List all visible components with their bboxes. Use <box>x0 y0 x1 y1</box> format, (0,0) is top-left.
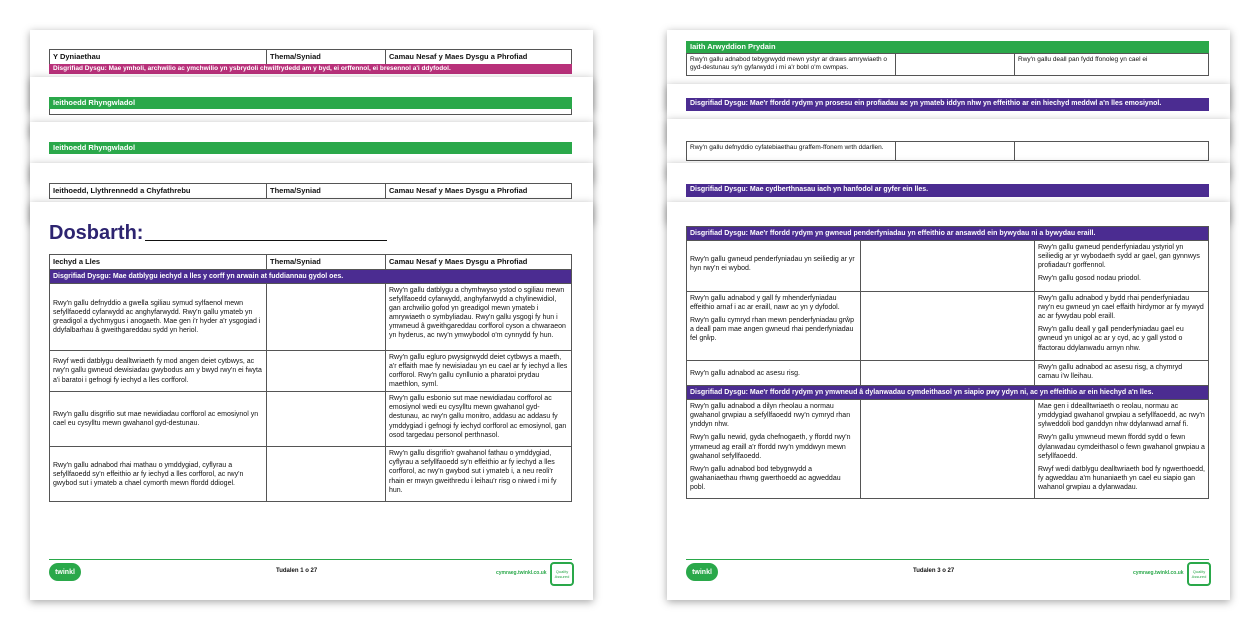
table-row <box>49 109 572 115</box>
table-row <box>50 447 572 502</box>
table-cell: Rwy'n gallu esbonio sut mae newidiadau corfforol ac emosiynol wedi eu cysylltu mewn gwahanol gyd-destunau, ac rwy'n gallu monitro, addasu ac addasu fy ymddygiad i gefnogi fy iechyd corfforol ac emosiynol, gan osod targedau personol perthnasol. <box>386 392 572 447</box>
twinkl-logo: twinkl <box>49 563 81 581</box>
table-header: Iechyd a Lles <box>50 255 267 270</box>
cell-text: Rwy'n gallu newid, gyda chefnogaeth, y ffordd rwy'n ymwneud ag eraill a'r ffordd rwy'n ymddwyn mewn gwahanol sefyllfaoedd. <box>690 434 851 460</box>
twinkl-logo: twinkl <box>686 563 718 581</box>
cell-text: Rwy'n gallu cymryd rhan mewn penderfyniadau grŵp a deall pam mae angen gwneud rhai penderfyniadau fel grŵp. <box>690 317 854 343</box>
table-row <box>687 400 1209 499</box>
section-band: Ieithoedd Rhyngwladol <box>49 97 572 109</box>
table-header: Thema/Syniad <box>267 184 386 199</box>
cell-text: Rwy'n gallu adnabod ac asesu risg. <box>690 369 800 377</box>
table-cell <box>1035 241 1209 292</box>
table-cell <box>1015 142 1209 161</box>
cell-text: Rwy'n gallu gosod nodau priodol. <box>1038 275 1141 283</box>
table-row <box>50 283 572 350</box>
table-header: Camau Nesaf y Maes Dysgu a Phrofiad <box>386 255 572 270</box>
right-main-page <box>667 202 1230 600</box>
table-cell <box>267 392 386 447</box>
table-cell <box>267 447 386 502</box>
table-row <box>687 361 1209 386</box>
table-header: Ieithoedd, Llythrennedd a Chyfathrebu <box>50 184 267 199</box>
table-row <box>687 292 1209 361</box>
page-title: Dosbarth: <box>49 222 144 244</box>
learning-description-band: Disgrifiad Dysgu: Mae cydberthnasau iach yn hanfodol ar gyfer ein lles. <box>686 184 1209 197</box>
table-cell: Rwy'n gallu adnabod rhai mathau o ymddygiad, cyflyrau a sefyllfaoedd sy'n effeithio ar fy iechyd a lles corfforol, ac rwy'n gwybod sut i ymateb a chael cymorth mewn ffordd ddiogel. <box>50 447 267 502</box>
table-cell <box>896 54 1015 76</box>
footer-divider <box>49 559 572 560</box>
table-cell: Rwy'n gallu datblygu a chymhwyso ystod o sgiliau mewn sefyllfaoedd cyfarwydd, anghyfarwydd a chylinewidiol, gan archwilio gofod yn greadigol mewn ymateb i amrywiaeth o symbyliadau. Rwy'n gallu ysgogi fy hun i ymwneud â gweithgareddau corfforol cyson a chwaraeon yn hyderus, ac rwy'n ymwybodol o'm cynnydd fy hun. <box>386 283 572 350</box>
table-header: Camau Nesaf y Maes Dysgu a Phrofiad <box>386 50 572 65</box>
table-cell: Rwy'n gallu disgrifio'r gwahanol fathau o ymddygiad, cyflyrau a sefyllfaoedd sy'n effeithio ar fy iechyd a lles corfforol, ac rwy'n gwybod sut i ymateb i, a neu reoli'r rhain er mwyn gweithredu i leihau'r risg o niwed i mi fy hun. <box>386 447 572 502</box>
table-cell <box>861 361 1035 386</box>
table-cell <box>267 350 386 391</box>
footer-divider <box>686 559 1209 560</box>
site-url: cymraeg.twinkl.co.uk <box>496 570 547 576</box>
table-cell: Rwy'n gallu deall pan fydd ffonoleg yn cael ei <box>1015 54 1209 76</box>
table-row <box>50 392 572 447</box>
table-row <box>687 142 1209 161</box>
table-cell: Rwy'n gallu defnyddio a gwella sgiliau symud sylfaenol mewn sefyllfaoedd cyfarwydd ac anghyfarwydd. Rwy'n gallu ymateb yn greadigol a dychmygus i anogaeth. Mae gen i'r hyder a'r ysgogiad i ddyfalbarhau â gweithgareddau sydd yn heriol. <box>50 283 267 350</box>
table-cell <box>687 400 861 499</box>
table-cell: Rwy'n gallu egluro pwysigrwydd deiet cytbwys a maeth, a'r effaith mae fy newisiadau yn eu cael ar fy iechyd a lles corfforol. Rwy'n gallu cynllunio a pharatoi prydau maethlon, syml. <box>386 350 572 391</box>
table-header: Camau Nesaf y Maes Dysgu a Phrofiad <box>386 184 572 199</box>
table-row <box>50 350 572 391</box>
table-cell <box>861 292 1035 361</box>
learning-description-band: Disgrifiad Dysgu: Mae ymholi, archwilio ac ymchwilio yn ysbrydoli chwilfrydedd am y byd, ei orffennol, ei bresennol a'i ddyfodol. <box>49 64 572 74</box>
site-url: cymraeg.twinkl.co.uk <box>1133 570 1184 576</box>
cell-text: Rwy'n gallu adnabod y gall fy mhenderfyniadau effeithio arnaf i ac ar eraill, nawr ac yn y dyfodol. <box>690 295 840 312</box>
learning-description-band: Disgrifiad Dysgu: Mae'r ffordd rydym yn gwneud penderfyniadau yn effeithio ar ansawdd ein bywydau ni a bywydau eraill. <box>687 227 1209 241</box>
table-header: Thema/Syniad <box>267 50 386 65</box>
page-number: Tudalen 1 o 27 <box>276 568 318 574</box>
table-cell <box>1035 361 1209 386</box>
cell-text: Rwy'n gallu adnabod bod tebygrwydd a gwahaniaethau rhwng gwerthoedd ac agweddau pobl. <box>690 465 841 491</box>
table-cell <box>861 400 1035 499</box>
cell-text: Rwy'n gallu gwneud penderfyniadau ystyriol yn seiliedig ar yr wybodaeth sydd ar gael, gan gynnwys profiadau'r gorffennol. <box>1038 244 1200 270</box>
table-cell: Rwy'n gallu disgrifio sut mae newidiadau corfforol ac emosiynol yn cael eu cysylltu mewn gwahanol gyd-destunau. <box>50 392 267 447</box>
section-band: Iaith Arwyddion Prydain <box>686 41 1209 53</box>
table-cell <box>896 142 1015 161</box>
table-cell <box>687 361 861 386</box>
learning-description-band: Disgrifiad Dysgu: Mae datblygu iechyd a lles y corff yn arwain at fuddiannau gydol oes. <box>50 269 572 283</box>
cell-text: Rwy'n gallu adnabod y bydd rhai penderfyniadau rwy'n eu gwneud yn cael effaith hirdymor ar fy mywyd ac ar fywydau pobl eraill. <box>1038 295 1204 321</box>
class-name-line <box>145 240 387 241</box>
table-cell: Rwy'n gallu defnyddio cyfatebiaethau graffem-ffonem wrth ddarllen. <box>687 142 896 161</box>
cell-text: Rwy'n gallu gwneud penderfyniadau yn seiliedig ar yr hyn rwy'n ei wybod. <box>690 256 855 273</box>
cell-text: Rwy'n gallu deall y gall penderfyniadau gael eu gwneud yn unigol ac ar y cyd, ac y gall ystod o ffactorau ddylanwadu arnyn nhw. <box>1038 326 1184 352</box>
left-main-page <box>30 202 593 600</box>
quality-assured-badge: Quality Assured <box>550 562 574 586</box>
cell-text: Rwy'n gallu adnabod ac asesu risg, a chymryd camau i'w lleihau. <box>1038 364 1183 381</box>
learning-description-band: Disgrifiad Dysgu: Mae'r ffordd rydym yn ymwneud â dylanwadau cymdeithasol yn siapio pwy ydyn ni, ac yn effeithio ar ein hiechyd a'n lles. <box>687 386 1209 400</box>
table-cell <box>861 241 1035 292</box>
table-cell <box>687 241 861 292</box>
cell-text: Rwy'n gallu ymwneud mewn ffordd sydd o fewn dylanwadau cymdeithasol o fewn gwahanol grwpiau a sefyllfaoedd. <box>1038 434 1205 460</box>
section-band: Ieithoedd Rhyngwladol <box>49 142 572 154</box>
table-cell <box>1035 292 1209 361</box>
learning-description-band: Disgrifiad Dysgu: Mae'r ffordd rydym yn prosesu ein profiadau ac yn ymateb iddyn nhw yn effeithio ar ein hiechyd meddwl a'n lles emosiynol. <box>686 98 1209 111</box>
table-row <box>687 241 1209 292</box>
cell-text: Rwy'n gallu adnabod a dilyn rheolau a normau gwahanol grwpiau a sefyllfaoedd rwy'n cymryd rhan ynddyn nhw. <box>690 403 851 429</box>
table-cell <box>267 283 386 350</box>
table-header: Y Dyniaethau <box>50 50 267 65</box>
table-cell: Rwyf wedi datblygu dealltwriaeth fy mod angen deiet cytbwys, ac rwy'n gallu gwneud dewisiadau gwybodus am y bwyd rwy'n ei fwyta a'i baratoi i gefnogi fy iechyd a lles corfforol. <box>50 350 267 391</box>
table-cell <box>687 292 861 361</box>
table-cell <box>1035 400 1209 499</box>
table-row <box>687 54 1209 76</box>
page-number: Tudalen 3 o 27 <box>913 568 955 574</box>
table-cell: Rwy'n gallu adnabod tebygrwydd mewn ystyr ar draws amrywiaeth o gyd-destunau sy'n gyfarwydd i mi a'r bobl o'm cwmpas. <box>687 54 896 76</box>
table-header: Thema/Syniad <box>267 255 386 270</box>
cell-text: Mae gen i ddealltwriaeth o reolau, normau ac ymddygiad gwahanol grwpiau a sefyllfaoedd, ac rwy'n sylweddoli bod ganddyn nhw ddylanwad arnaf fi. <box>1038 403 1205 429</box>
quality-assured-badge: Quality Assured <box>1187 562 1211 586</box>
cell-text: Rwyf wedi datblygu dealltwriaeth bod fy ngwerthoedd, fy agweddau a'm hunaniaeth yn cael eu siapio gan wahanol grwpiau a dylanwadau. <box>1038 465 1205 491</box>
